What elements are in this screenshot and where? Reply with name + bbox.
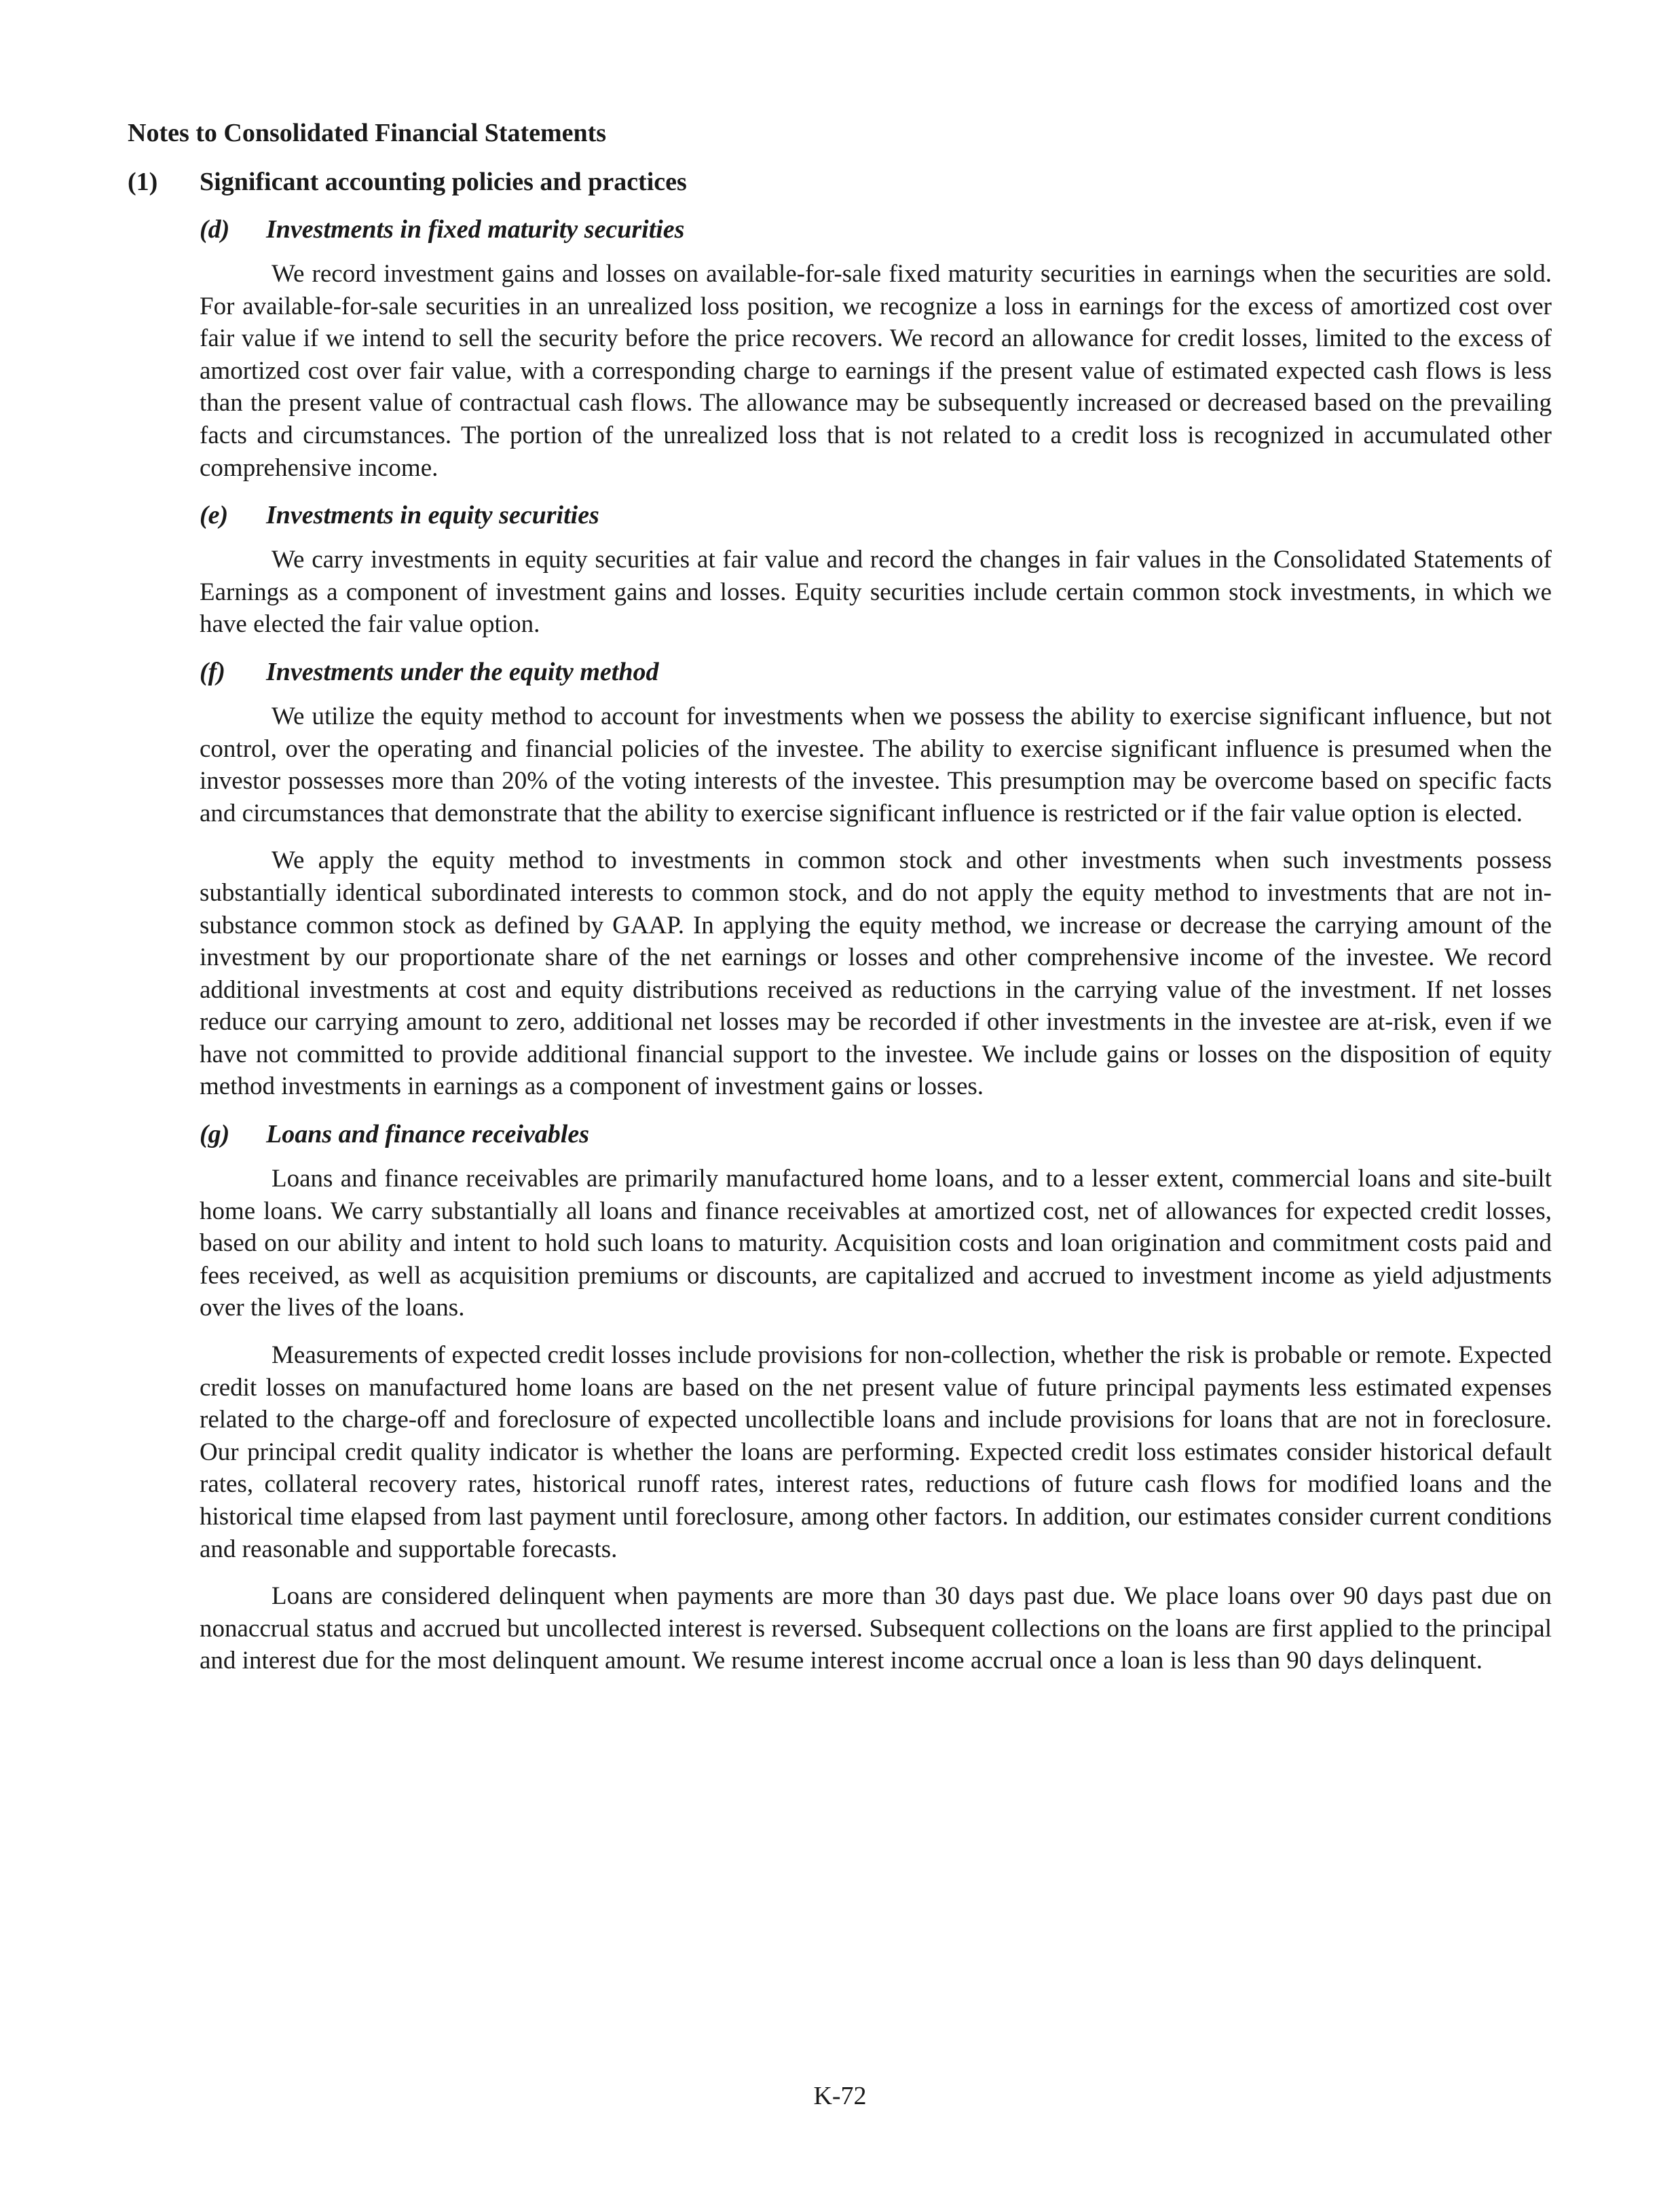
subsection-heading — [200, 656, 1552, 688]
subsection-loans-receivables — [200, 1118, 1552, 1677]
paragraph: We utilize the equity method to account for investments when we possess the ability to exercise significant influence, but not control, over the operating and financial policies of the investee. The ability to exercise significant influence is presumed when the investor possesses more than 20% of the voting interests of the investee. This presumption may be overcome based on specific facts and circumstances that demonstrate that the ability to exercise significant influence is restricted or if the fair value option is elected. — [200, 702, 1552, 827]
section-heading — [128, 166, 687, 198]
subsection-title: Investments in equity securities — [266, 501, 599, 530]
paragraph: We carry investments in equity securities at fair value and record the changes in fair values in the Consolidated Statements of Earnings as a component of investment gains and losses. Equity securities include certain common stock investments, in which we have elected the fair value option. — [200, 546, 1552, 639]
subsection-letter: (f) — [200, 657, 225, 686]
paragraph: Loans and finance receivables are primarily manufactured home loans, and to a lesser extent, commercial loans and site-built home loans. We carry substantially all loans and finance receivables at amortized cost, net of allowances for expected credit losses, based on our ability and intent to hold such loans to maturity. Acquisition costs and loan origination and commitment costs paid and fees received, as well as acquisition premiums or discounts, are capitalized and accrued to investment income as yield adjustments over the lives of the loans. — [200, 1165, 1552, 1322]
subsection-title: Investments under the equity method — [266, 657, 659, 686]
subsection-letter: (g) — [200, 1120, 230, 1149]
paragraph: We apply the equity method to investments in common stock and other investments when such investments possess substantially identical subordinated interests to common stock, and do not apply the equity method to investments that are not in-substance common stock as defined by GAAP. In applying the equity method, we increase or decrease the carrying amount of the investment by our proportionate share of the net earnings or losses and other comprehensive income of the investee. We record additional investments at cost and equity distributions received as reductions in the carrying value of the investment. If net losses reduce our carrying amount to zero, additional net losses may be recorded if other investments in the investee are at-risk, even if we have not committed to provide additional financial support to the investee. We include gains or losses on the disposition of equity method investments in earnings as a component of investment gains or losses. — [200, 846, 1552, 1101]
subsection-heading — [200, 213, 1552, 246]
subsection-letter: (e) — [200, 501, 229, 530]
subsection-title: Loans and finance receivables — [266, 1120, 590, 1149]
paragraph: Measurements of expected credit losses include provisions for non-collection, whether the risk is probable or remote. Expected credit losses on manufactured home loans are based on the net present value of future principal payments less estimated expenses related to the charge-off and foreclosure of expected uncollectible loans and include provisions for loans that are not in foreclosure. Our principal credit quality indicator is whether the loans are performing. Expected credit loss estimates consider historical default rates, collateral recovery rates, historical runoff rates, interest rates, reductions of future cash flows for modified loans and the historical time elapsed from last payment until foreclosure, among other factors. In addition, our estimates consider current conditions and reasonable and supportable forecasts. — [200, 1341, 1552, 1563]
subsection-heading — [200, 499, 1552, 531]
section-title: Significant accounting policies and practices — [200, 168, 687, 196]
subsection-equity-securities — [200, 499, 1552, 641]
section-number: (1) — [128, 168, 158, 196]
page-heading: Notes to Consolidated Financial Statements — [128, 119, 607, 147]
subsection-title: Investments in fixed maturity securities — [266, 215, 685, 244]
subsection-equity-method — [200, 656, 1552, 1103]
subsection-letter: (d) — [200, 215, 230, 244]
paragraph: We record investment gains and losses on available-for-sale fixed maturity securities in earnings when the securities are sold. For available-for-sale securities in an unrealized loss position, we recognize a loss in earnings for the excess of amortized cost over fair value if we intend to sell the security before the price recovers. We record an allowance for credit losses, limited to the excess of amortized cost over fair value, with a corresponding charge to earnings if the present value of estimated expected cash flows is less than the present value of contractual cash flows. The allowance may be subsequently increased or decreased based on the prevailing facts and circumstances. The portion of the unrealized loss that is not related to a credit loss is recognized in accumulated other comprehensive income. — [200, 260, 1552, 482]
subsection-heading — [200, 1118, 1552, 1150]
subsection-fixed-maturity — [200, 213, 1552, 484]
page-number: K-72 — [813, 2082, 867, 2110]
notes-content — [200, 213, 1552, 1692]
paragraph: Loans are considered delinquent when payments are more than 30 days past due. We place loans over 90 days past due on nonaccrual status and accrued but uncollected interest is reversed. Subsequent collections on the loans are first applied to the principal and interest due for the most delinquent amount. We resume interest income accrual once a loan is less than 90 days delinquent. — [200, 1582, 1552, 1675]
